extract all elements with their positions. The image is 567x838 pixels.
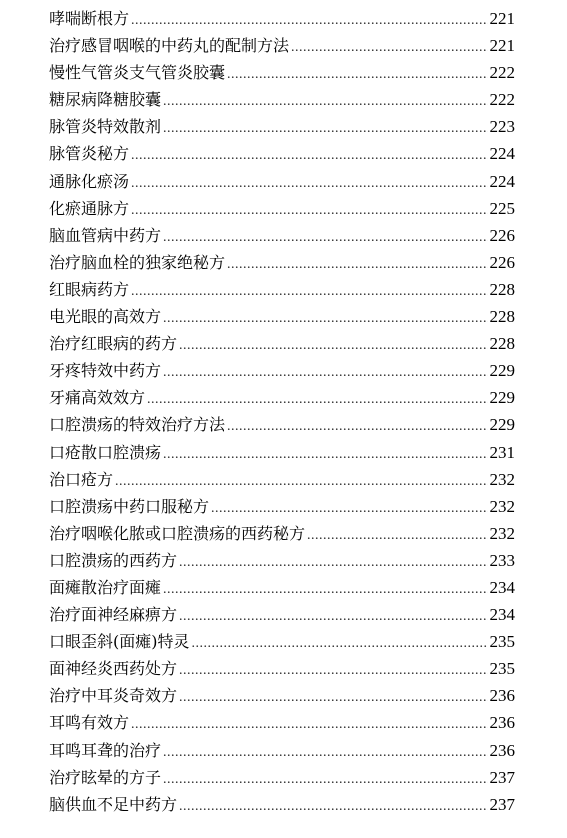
toc-entry-title: 治疗眩晕的方子 [49, 767, 162, 787]
dot-leader [163, 88, 487, 115]
toc-entry-page: 232 [489, 469, 515, 489]
toc-entry-title: 脉管炎秘方 [49, 144, 130, 164]
toc-entry-page: 222 [489, 63, 515, 83]
dot-leader [179, 332, 487, 359]
dot-leader [131, 142, 487, 169]
toc-entry[interactable] [49, 628, 515, 655]
toc-entry-page: 223 [489, 117, 515, 137]
toc-entry[interactable] [49, 59, 515, 86]
toc-entry[interactable] [49, 520, 515, 547]
toc-entry-title: 口眼歪斜(面瘫)特灵 [49, 632, 190, 652]
toc-entry[interactable] [49, 86, 515, 113]
toc-entry-page: 222 [489, 90, 515, 110]
toc-entry-page: 228 [489, 307, 515, 327]
toc-entry[interactable] [49, 113, 515, 140]
toc-entry-page: 229 [489, 415, 515, 435]
toc-entry-page: 234 [489, 577, 515, 597]
toc-entry[interactable] [49, 709, 515, 736]
toc-entry-title: 通脉化瘀汤 [49, 171, 130, 191]
toc-entry[interactable] [49, 330, 515, 357]
toc-entry-title: 口腔溃疡中药口服秘方 [49, 496, 210, 516]
toc-entry-page: 221 [489, 9, 515, 28]
toc-entry[interactable] [49, 655, 515, 682]
toc-entry[interactable] [49, 493, 515, 520]
dot-leader [163, 576, 487, 603]
toc-entry[interactable] [49, 764, 515, 791]
toc-entry-page: 229 [489, 361, 515, 381]
toc-entry-title: 治疗红眼病的药方 [49, 334, 178, 354]
dot-leader [163, 441, 487, 468]
toc-entry-title: 糖尿病降糖胶囊 [49, 90, 162, 110]
toc-entry[interactable] [49, 439, 515, 466]
toc-entry-title: 治疗中耳炎奇效方 [49, 686, 178, 706]
dot-leader [227, 251, 487, 278]
toc-entry-page: 237 [489, 794, 515, 814]
toc-entry[interactable] [49, 222, 515, 249]
toc-entry-title: 牙痛高效效方 [49, 388, 146, 408]
dot-leader [147, 386, 487, 413]
toc-entry-title: 哮喘断根方 [49, 9, 130, 28]
toc-entry-title: 口腔溃疡的西药方 [49, 550, 178, 570]
dot-leader [179, 549, 487, 576]
dot-leader [179, 603, 487, 630]
toc-entry[interactable] [49, 601, 515, 628]
toc-entry-page: 228 [489, 334, 515, 354]
toc-entry-page: 221 [489, 36, 515, 56]
toc-entry[interactable] [49, 411, 515, 438]
dot-leader [163, 766, 487, 793]
toc-entry-page: 236 [489, 713, 515, 733]
toc-entry[interactable] [49, 32, 515, 59]
dot-leader [291, 34, 487, 61]
toc-entry-title: 脑供血不足中药方 [49, 794, 178, 814]
dot-leader [131, 197, 487, 224]
toc-entry[interactable] [49, 466, 515, 493]
toc-entry-page: 232 [489, 496, 515, 516]
dot-leader [131, 170, 487, 197]
toc-entry-page: 235 [489, 659, 515, 679]
toc-entry[interactable] [49, 276, 515, 303]
toc-entry-page: 237 [489, 767, 515, 787]
toc-entry[interactable] [49, 682, 515, 709]
toc-entry-title: 治疗脑血栓的独家绝秘方 [49, 252, 226, 272]
toc-entry-title: 脑血管病中药方 [49, 225, 162, 245]
toc-entry-title: 治疗感冒咽喉的中药丸的配制方法 [49, 36, 290, 56]
toc-entry[interactable] [49, 574, 515, 601]
toc-entry-page: 226 [489, 252, 515, 272]
dot-leader [179, 684, 487, 711]
toc-entry-title: 红眼病药方 [49, 279, 130, 299]
toc-entry-title: 面神经炎西药处方 [49, 659, 178, 679]
toc-entry[interactable] [49, 140, 515, 167]
toc-entry-page: 224 [489, 144, 515, 164]
dot-leader [163, 305, 487, 332]
toc-entry[interactable] [49, 547, 515, 574]
toc-entry-title: 口疮散口腔溃疡 [49, 442, 162, 462]
toc-entry-page: 228 [489, 279, 515, 299]
dot-leader [131, 711, 487, 738]
toc-entry-title: 面瘫散治疗面瘫 [49, 577, 162, 597]
toc-entry-page: 224 [489, 171, 515, 191]
toc-entry-title: 耳鸣耳聋的治疗 [49, 740, 162, 760]
dot-leader [131, 7, 487, 34]
toc-entry-title: 耳鸣有效方 [49, 713, 130, 733]
toc-entry[interactable] [49, 384, 515, 411]
toc-entry-title: 治疗咽喉化脓或口腔溃疡的西药秘方 [49, 523, 306, 543]
dot-leader [179, 657, 487, 684]
toc-entry[interactable] [49, 5, 515, 32]
dot-leader [131, 278, 487, 305]
dot-leader [163, 224, 487, 251]
toc-entry-page: 233 [489, 550, 515, 570]
toc-entry-title: 牙疼特效中药方 [49, 361, 162, 381]
dot-leader [227, 61, 487, 88]
toc-entry[interactable] [49, 168, 515, 195]
toc-entry-title: 治疗面神经麻痹方 [49, 605, 178, 625]
dot-leader [211, 495, 487, 522]
dot-leader [307, 522, 487, 549]
toc-entry[interactable] [49, 737, 515, 764]
dot-leader [227, 413, 487, 440]
table-of-contents [49, 5, 515, 818]
toc-entry-title: 慢性气管炎支气管炎胶囊 [49, 63, 226, 83]
toc-entry[interactable] [49, 791, 515, 818]
toc-entry[interactable] [49, 195, 515, 222]
dot-leader [163, 115, 487, 142]
toc-entry-page: 226 [489, 225, 515, 245]
toc-entry-title: 口腔溃疡的特效治疗方法 [49, 415, 226, 435]
toc-entry-page: 231 [489, 442, 515, 462]
toc-entry-page: 234 [489, 605, 515, 625]
toc-entry-title: 化瘀通脉方 [49, 198, 130, 218]
toc-entry[interactable] [49, 303, 515, 330]
toc-entry-title: 治口疮方 [49, 469, 114, 489]
dot-leader [163, 739, 487, 766]
toc-entry-page: 236 [489, 686, 515, 706]
toc-entry-page: 236 [489, 740, 515, 760]
dot-leader [163, 359, 487, 386]
toc-entry-page: 232 [489, 523, 515, 543]
toc-entry-page: 225 [489, 198, 515, 218]
toc-entry[interactable] [49, 357, 515, 384]
toc-entry-page: 235 [489, 632, 515, 652]
dot-leader [115, 468, 487, 495]
toc-entry-page: 229 [489, 388, 515, 408]
toc-entry-title: 电光眼的高效方 [49, 307, 162, 327]
dot-leader [179, 793, 487, 820]
toc-entry-title: 脉管炎特效散剂 [49, 117, 162, 137]
toc-entry[interactable] [49, 249, 515, 276]
dot-leader [192, 630, 488, 657]
